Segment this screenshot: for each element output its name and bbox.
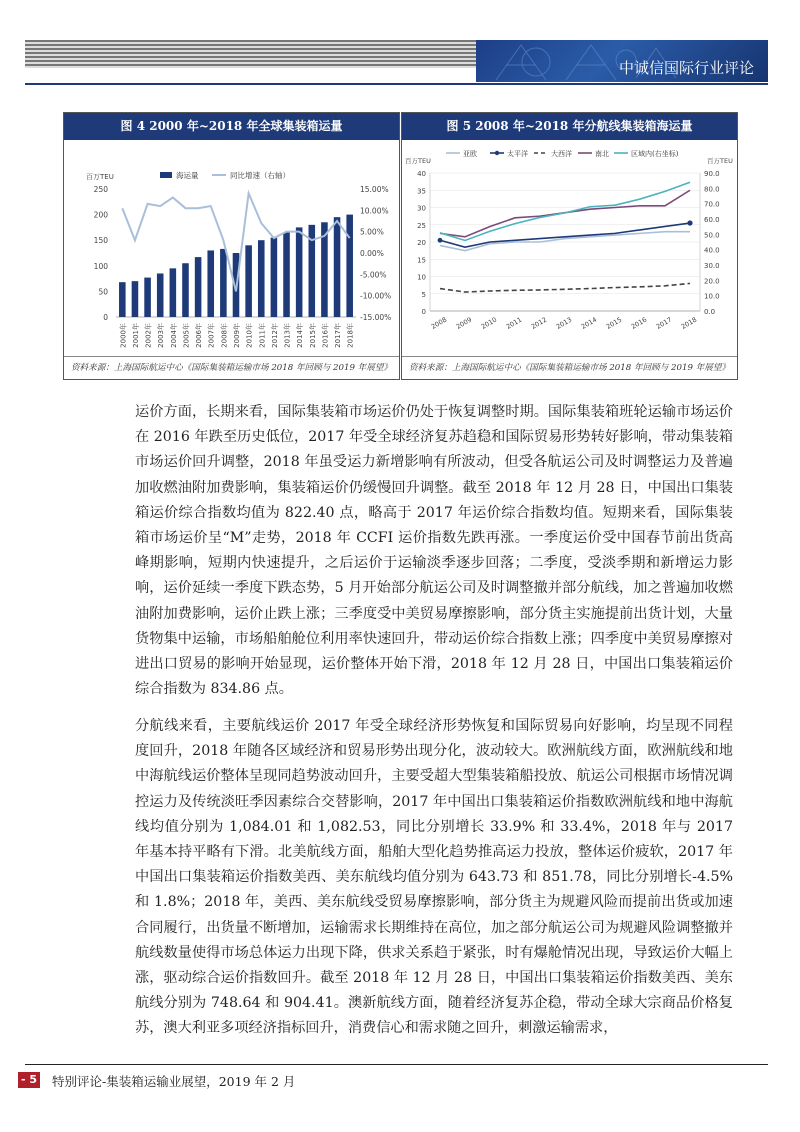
- legend-label: 区域内(右坐标): [631, 150, 679, 158]
- y2-tick-label: 0.00%: [360, 249, 384, 258]
- figure-5: [401, 112, 738, 380]
- y2-tick-label: -5.00%: [360, 270, 387, 280]
- bar: [157, 273, 164, 317]
- header-banner: [476, 40, 768, 82]
- bar: [119, 282, 126, 317]
- paragraph-freight-rates: 运价方面，长期来看，国际集装箱市场运价仍处于恢复调整时期。国际集装箱班轮运输市场运价在 2016 年跌至历史低位，2017 年受全球经济复苏趋稳和国际贸易形势转好影响，带动集装箱市场运价回升调整，2018 年虽受运力新增影响有所波动，但受各航运公司及时调整运力及普遍加收燃油附加费影响，集装箱运价仍缓慢回升调整。截至 2018 年 12 月 28 日，中国出口集装箱运价综合指数均值为 822.40 点，略高于 2017 年运价综合指数均值。短期来看，国际集装箱市场运价呈“M”走势，2018 年 CCFI 运价指数先跌再涨。一季度运价受中国春节前出货高峰期影响，短期内快速提升，之后运价于运输淡季逐步回落；二季度，受淡季期和新增运力影响，运价延续一季度下跌态势，5 月开始部分航运公司及时调整撤并部分航线，加之普遍加收燃油附加费影响，运价止跌上涨；三季度受中美贸易摩擦影响，部分货主实施提前出货计划，大量货物集中运输，市场船舶舱位利用率快速回升，带动运价综合指数上涨；四季度中美贸易摩擦对进出口贸易的影响开始显现，运价整体开始下滑，2018 年 12 月 28 日，中国出口集装箱运价综合指数为 834.86 点。: [135, 404, 733, 698]
- bar: [182, 263, 189, 317]
- bar: [207, 250, 214, 317]
- y2-tick-label: 10.0: [704, 292, 720, 301]
- y-axis-label: 百万TEU: [405, 157, 431, 165]
- paragraph-route-analysis: 分航线来看，主要航线运价 2017 年受全球经济形势恢复和国际贸易向好影响，均呈现不同程度回升，2018 年随各区域经济和贸易形势出现分化，波动较大。欧洲航线方面，欧洲航线和地中海航线运价整体呈现同趋势波动回升，主要受超大型集装箱船投放、航运公司根据市场情况调控运力及传统淡旺季因素综合交替影响，2017 年中国出口集装箱运价指数欧洲航线和地中海航线均值分别为 1,084.01 和 1,082.53，同比分别增长 33.9% 和 33.4%，2018 年与 2017 年基本持平略有下滑。北美航线方面，船舶大型化趋势推高运力投放，整体运价疲软，2017 年中国出口集装箱运价指数美西、美东航线均值分别为 643.73 和 851.78，同比分别增长-4.5% 和 1.8%；2018 年，美西、美东航线受贸易摩擦影响，部分货主为规避风险而提前出货或加速合同履行，出货量不断增加，运输需求长期维持在高位，加之部分航运公司为规避风险调整撤并航线数量使得市场总体运力出现下降，供求关系趋于紧张，时有爆舱情况出现，导致运价大幅上涨，驱动综合运价指数回升。截至 2018 年 12 月 28 日，中国出口集装箱运价指数美西、美东航线分别为 748.64 和 904.41。澳新航线方面，随着经济复苏企稳，带动全球大宗商品价格复苏，澳大利亚多项经济指标回升，消费信心和需求随之回升，刺激运输需求，: [135, 718, 733, 1037]
- figure-4: [63, 112, 400, 380]
- y2-tick-label: -10.00%: [360, 291, 392, 301]
- brand-title: 中诚信国际行业评论: [618, 59, 754, 77]
- y-tick-label: 30: [417, 204, 426, 213]
- x-tick-label: 2017: [654, 315, 674, 331]
- figure-5-chart: [402, 141, 737, 357]
- legend-label: 南北: [595, 150, 609, 158]
- y2-tick-label: 30.0: [704, 262, 720, 270]
- bar: [195, 257, 202, 317]
- x-tick-label: 2018年: [346, 323, 355, 348]
- x-tick-label: 2013年: [283, 323, 292, 348]
- figure-5-source: 资料来源：上海国际航运中心《国际集装箱运输市场 2018 年回顾与 2019 年展望》: [402, 356, 737, 379]
- x-tick-label: 2016: [629, 315, 649, 331]
- y-tick-label: 25: [417, 221, 426, 230]
- y2-tick-label: 5.00%: [360, 227, 384, 237]
- legend-marker: [495, 151, 499, 155]
- y-tick-label: 150: [93, 236, 108, 246]
- bar: [283, 233, 290, 317]
- y2-tick-label: 80.0: [704, 185, 720, 194]
- x-tick-label: 2003年: [157, 323, 166, 348]
- x-tick-label: 2008年: [220, 323, 229, 348]
- y-tick-label: 0: [421, 308, 426, 316]
- x-tick-label: 2008: [429, 315, 449, 331]
- x-tick-label: 2002年: [144, 323, 153, 348]
- y-tick-label: 0: [103, 313, 108, 322]
- legend-label: 太平洋: [507, 150, 528, 158]
- x-tick-label: 2005年: [182, 323, 191, 348]
- x-tick-label: 2007年: [207, 323, 216, 348]
- x-tick-label: 2010年: [245, 323, 254, 348]
- legend-label: 大西洋: [551, 150, 572, 158]
- y2-tick-label: -15.00%: [360, 313, 392, 322]
- figure-5-title: 图 5 2008 年~2018 年分航线集装箱海运量: [402, 113, 737, 140]
- y-tick-label: 50: [98, 287, 108, 297]
- x-tick-label: 2000年: [119, 323, 128, 348]
- y-tick-label: 15: [417, 256, 426, 265]
- y-tick-label: 5: [421, 290, 426, 299]
- x-tick-label: 2010: [479, 315, 499, 331]
- y-tick-label: 250: [93, 185, 108, 194]
- series-marker: [687, 220, 692, 225]
- y-tick-label: 20: [417, 239, 426, 247]
- bar: [220, 249, 227, 317]
- y-tick-label: 35: [417, 187, 426, 196]
- bar: [245, 245, 252, 317]
- footer-rule: [25, 1064, 768, 1065]
- bar: [296, 227, 303, 317]
- x-tick-label: 2009: [454, 315, 474, 331]
- x-tick-label: 2006年: [195, 323, 204, 348]
- y2-tick-label: 60.0: [704, 216, 720, 224]
- x-tick-label: 2001年: [131, 323, 140, 348]
- bar: [346, 215, 353, 317]
- bar: [258, 240, 265, 317]
- legend-label: 同比增速（右轴）: [230, 171, 290, 180]
- y-axis-label: 百万TEU: [86, 173, 114, 181]
- series-line: [440, 232, 690, 251]
- y2-tick-label: 70.0: [704, 200, 720, 209]
- bar: [334, 217, 341, 317]
- bar: [170, 268, 177, 317]
- x-tick-label: 2012年: [270, 323, 279, 348]
- y-tick-label: 10: [417, 273, 426, 282]
- y2-tick-label: 0.0: [704, 308, 716, 316]
- bar: [271, 238, 278, 317]
- series-line: [440, 283, 690, 292]
- x-tick-label: 2015: [604, 315, 624, 331]
- figure-4-chart: [64, 141, 399, 357]
- legend-swatch-bar: [160, 172, 172, 178]
- x-tick-label: 2004年: [169, 323, 178, 348]
- page-number: - 5 -: [18, 1072, 40, 1088]
- bar: [132, 281, 139, 317]
- y2-tick-label: 90.0: [704, 170, 720, 178]
- legend-label: 海运量: [176, 171, 199, 180]
- x-tick-label: 2011: [504, 315, 524, 331]
- bar: [144, 278, 151, 317]
- x-tick-label: 2015年: [308, 323, 317, 348]
- y2-tick-label: 15.00%: [360, 185, 389, 194]
- y-tick-label: 200: [93, 210, 108, 220]
- y2-tick-label: 50.0: [704, 231, 720, 240]
- series-marker: [438, 238, 443, 243]
- x-tick-label: 2017年: [334, 323, 343, 348]
- x-tick-label: 2018: [679, 315, 699, 331]
- x-tick-label: 2011年: [258, 323, 267, 348]
- y2-axis-label: 百万TEU: [707, 157, 733, 165]
- x-tick-label: 2014: [579, 315, 599, 331]
- x-tick-label: 2014年: [296, 323, 305, 348]
- figure-4-source: 资料来源：上海国际航运中心《国际集装箱运输市场 2018 年回顾与 2019 年展望》: [64, 356, 399, 379]
- header-rule: [25, 83, 768, 85]
- x-tick-label: 2013: [554, 315, 574, 331]
- x-tick-label: 2009年: [233, 323, 241, 348]
- y2-tick-label: 20.0: [704, 277, 720, 286]
- legend-label: 亚欧: [463, 150, 477, 158]
- y-tick-label: 40: [417, 170, 426, 178]
- x-tick-label: 2016年: [321, 323, 330, 348]
- figure-4-title: 图 4 2000 年~2018 年全球集装箱运量: [64, 113, 399, 140]
- footer-text: 特别评论-集装箱运输业展望，2019 年 2 月: [52, 1074, 296, 1089]
- y2-tick-label: 40.0: [704, 246, 720, 255]
- x-tick-label: 2012: [529, 315, 549, 331]
- y-tick-label: 100: [93, 261, 108, 271]
- y2-tick-label: 10.00%: [360, 206, 389, 216]
